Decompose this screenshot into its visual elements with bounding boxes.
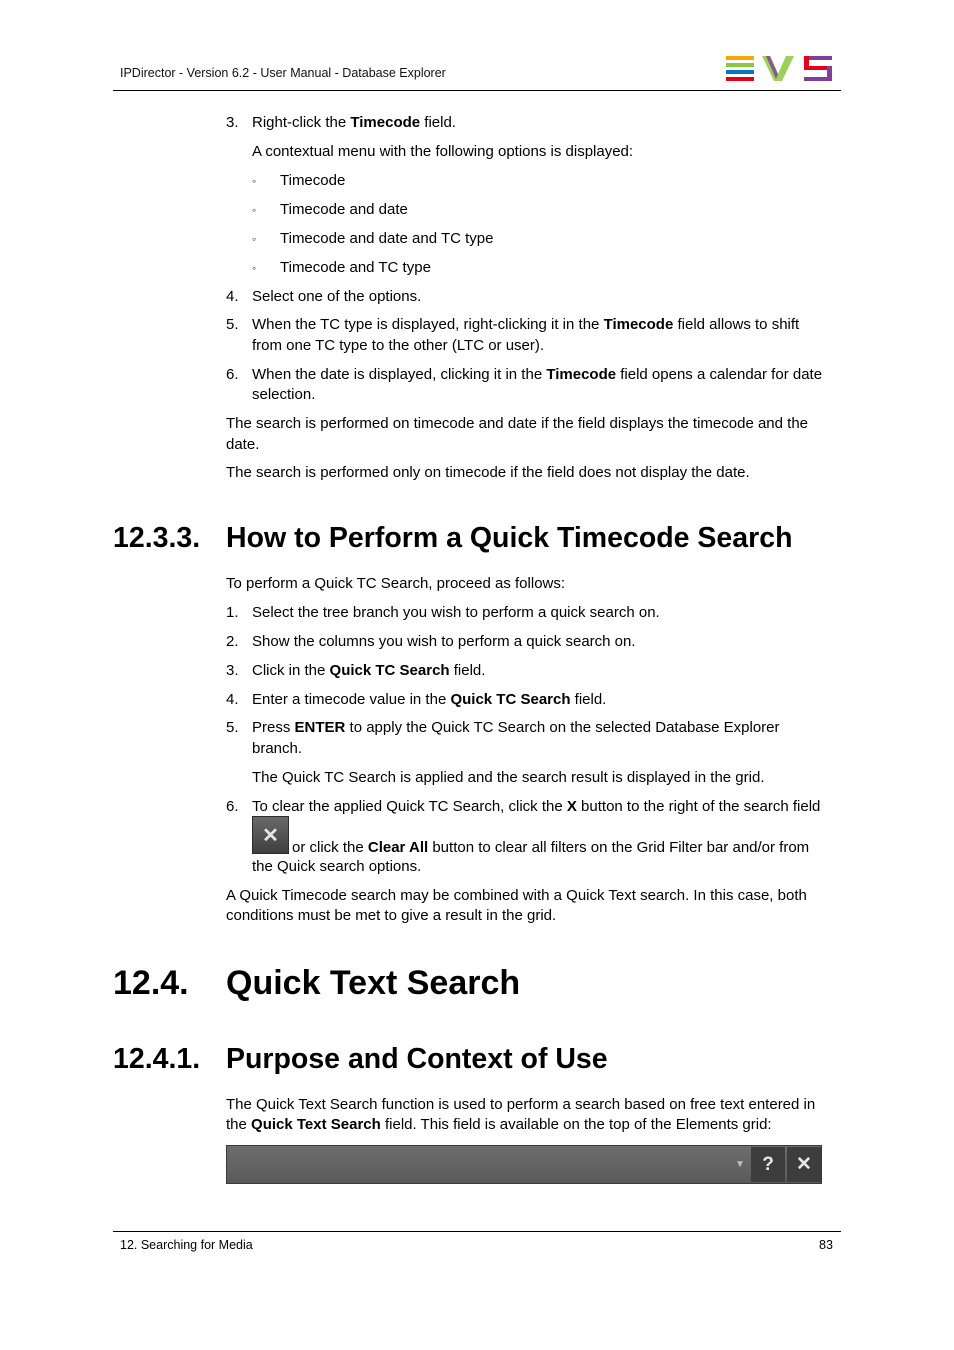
section-title: Purpose and Context of Use xyxy=(226,1043,608,1075)
bullet-icon: ◦ xyxy=(252,174,257,188)
step-text-continued: branch. xyxy=(252,740,303,757)
close-icon: ✕ xyxy=(796,1154,812,1175)
step-text: To clear the applied Quick TC Search, click the X button to the right of the search field xyxy=(252,798,821,815)
paragraph: The search is performed on timecode and date if the field displays the timecode and the xyxy=(226,415,809,432)
clear-x-button-image xyxy=(252,816,289,854)
bullet-icon: ◦ xyxy=(252,232,257,246)
step-result: The Quick TC Search is applied and the search result is displayed in the grid. xyxy=(252,769,765,786)
section-number: 12.3.3. xyxy=(113,522,201,554)
running-header: IPDirector - Version 6.2 - User Manual - Database Explorer xyxy=(120,66,446,80)
paragraph: The Quick Text Search function is used to perform a search based on free text entered in xyxy=(226,1096,816,1113)
chapter-section-title: Quick Text Search xyxy=(226,964,521,1002)
step-number: 5. xyxy=(226,719,239,736)
clear-button xyxy=(787,1147,821,1182)
step-number: 6. xyxy=(226,798,239,815)
step-number: 4. xyxy=(226,288,239,305)
step-text: Show the columns you wish to perform a quick search on. xyxy=(252,633,636,650)
bullet-icon: ◦ xyxy=(252,261,257,275)
step-text: Press ENTER to apply the Quick TC Search on the selected Database Explorer xyxy=(252,719,780,736)
step-text-continued: the Quick search options. xyxy=(252,858,422,875)
step-text: Click in the Quick TC Search field. xyxy=(252,662,486,679)
quick-text-search-bar-image xyxy=(226,1145,822,1184)
close-icon: ✕ xyxy=(262,824,279,847)
help-icon: ? xyxy=(762,1153,774,1175)
step-number: 1. xyxy=(226,604,239,621)
section-number: 12.4.1. xyxy=(113,1043,201,1075)
help-button xyxy=(751,1147,785,1182)
footer-rule xyxy=(113,1231,841,1232)
paragraph: the Quick Text Search field. This field is available on the top of the Elements grid: xyxy=(226,1116,772,1133)
step-text: Select the tree branch you wish to perform a quick search on. xyxy=(252,604,660,621)
step-number: 3. xyxy=(226,662,239,679)
menu-option: Timecode and TC type xyxy=(280,259,431,276)
step-text: When the date is displayed, clicking it in the Timecode field opens a calendar for date xyxy=(252,366,823,383)
menu-intro: A contextual menu with the following options is displayed: xyxy=(252,143,634,160)
step-text: Enter a timecode value in the Quick TC Search field. xyxy=(252,691,607,708)
step-text-continued: selection. xyxy=(252,386,316,403)
step-text: Select one of the options. xyxy=(252,288,422,305)
section-title: How to Perform a Quick Timecode Search xyxy=(226,522,793,554)
paragraph: The search is performed only on timecode if the field does not display the date. xyxy=(226,464,750,481)
footer-chapter: 12. Searching for Media xyxy=(120,1238,253,1252)
paragraph: To perform a Quick TC Search, proceed as follows: xyxy=(226,575,566,592)
bullet-icon: ◦ xyxy=(252,203,257,217)
paragraph: A Quick Timecode search may be combined with a Quick Text search. In this case, both xyxy=(226,887,807,904)
step-number: 3. xyxy=(226,114,239,131)
paragraph: date. xyxy=(226,436,260,453)
step-text: When the TC type is displayed, right-clicking it in the Timecode field allows to shift xyxy=(252,316,800,333)
step-number: 5. xyxy=(226,316,239,333)
step-text-continued: from one TC type to the other (LTC or user). xyxy=(252,337,545,354)
page-number: 83 xyxy=(819,1238,833,1252)
menu-option: Timecode and date xyxy=(280,201,408,218)
step-text-continued: or click the Clear All button to clear all filters on the Grid Filter bar and/or from xyxy=(292,839,810,856)
menu-option: Timecode and date and TC type xyxy=(280,230,494,247)
chapter-section-number: 12.4. xyxy=(113,964,189,1002)
step-text: Right-click the Timecode field. xyxy=(252,114,456,131)
header-rule xyxy=(113,90,841,91)
paragraph: conditions must be met to give a result in the grid. xyxy=(226,907,557,924)
chevron-down-icon: ▼ xyxy=(735,1159,745,1170)
evs-logo xyxy=(726,54,834,82)
step-number: 6. xyxy=(226,366,239,383)
step-number: 2. xyxy=(226,633,239,650)
step-number: 4. xyxy=(226,691,239,708)
menu-option: Timecode xyxy=(280,172,346,189)
